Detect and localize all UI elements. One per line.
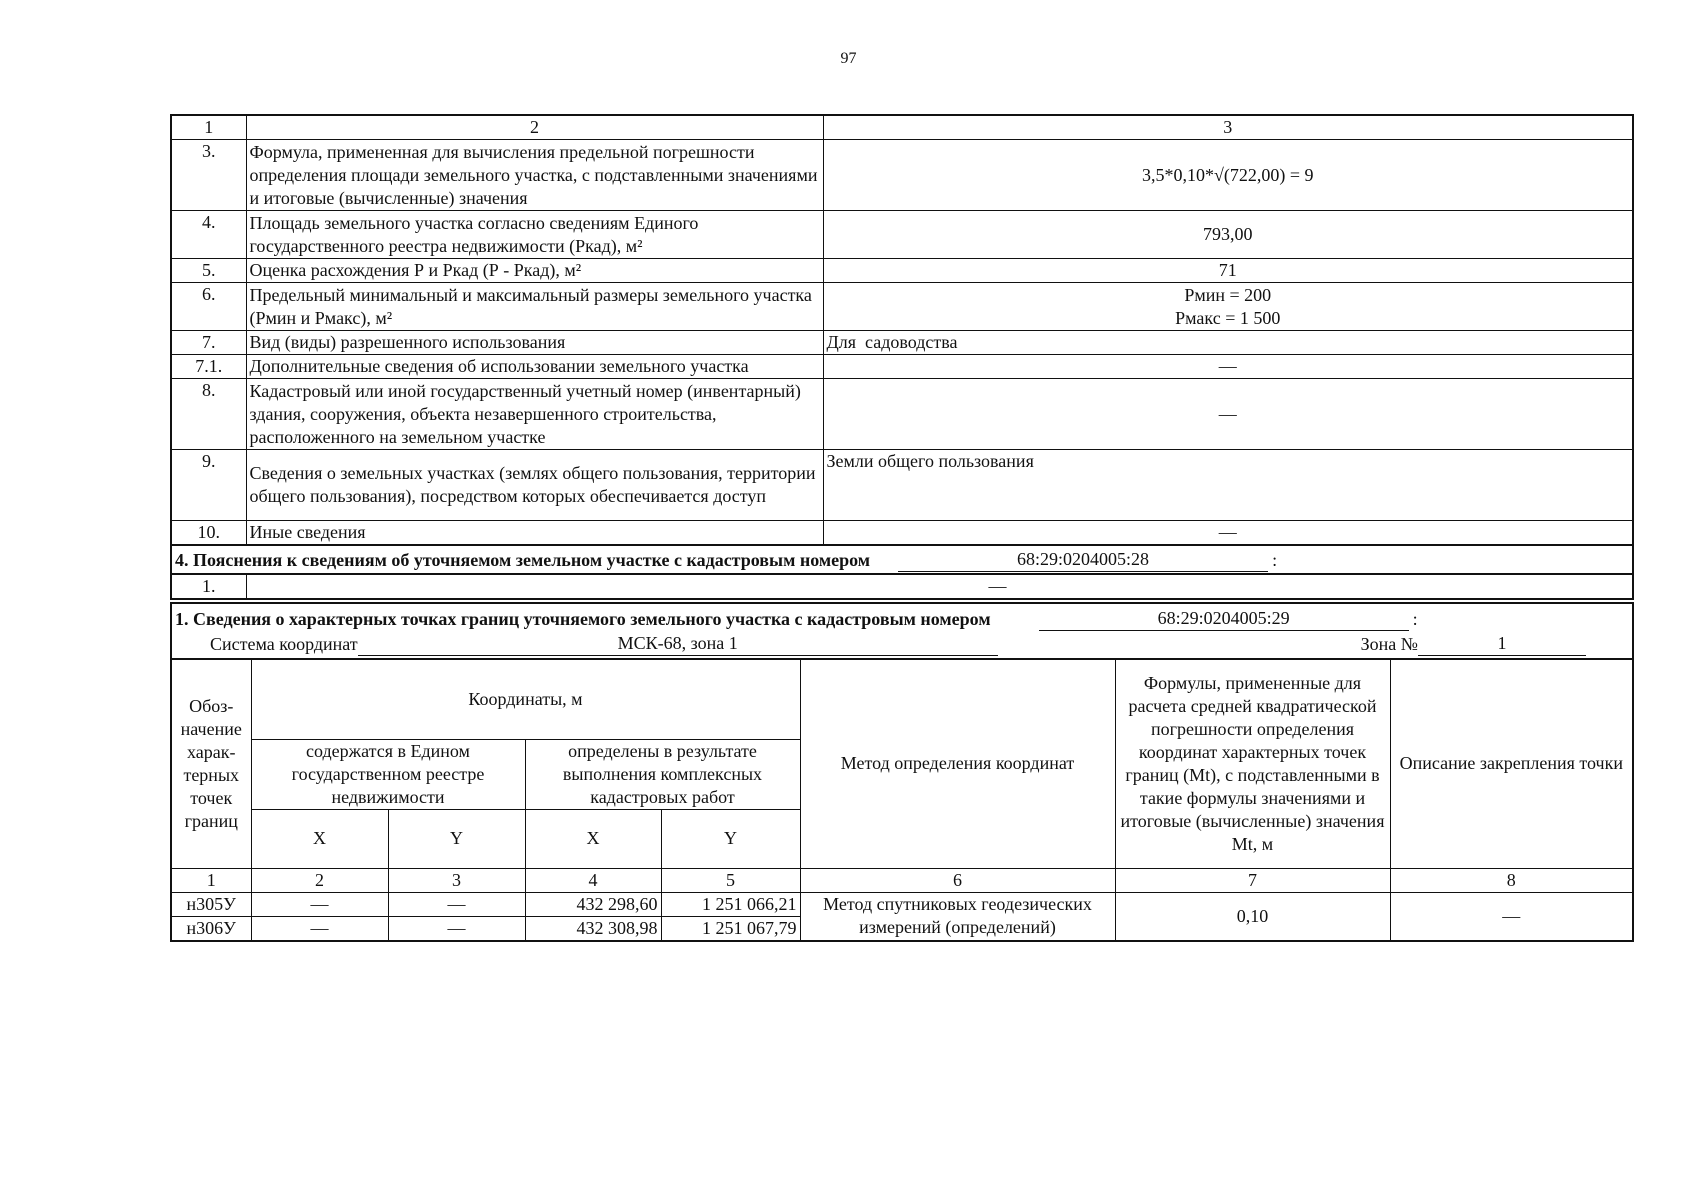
row-description: Площадь земельного участка согласно сведениям Единого государственного реестра недвижимости (Ркад), м² — [246, 211, 823, 259]
row-description: Кадастровый или иной государственный учетный номер (инвентарный) здания, сооружения, объекта незавершенного строительства, расположенного на земельном участке — [246, 379, 823, 450]
table-row — [171, 331, 1633, 355]
row-number: 6. — [171, 283, 246, 331]
y-value: 1 251 067,79 — [661, 916, 800, 941]
col-number-4: 4 — [525, 868, 661, 892]
egrn-y-value: — — [388, 892, 525, 916]
table-row — [171, 892, 1633, 916]
row-description: Дополнительные сведения об использовании земельного участка — [246, 355, 823, 379]
col-number-1: 1 — [171, 868, 251, 892]
egrn-y-header: Y — [388, 809, 525, 868]
max-size-value: Рмакс = 1 500 — [1175, 307, 1281, 328]
row-value: 793,00 — [823, 211, 1633, 259]
y-value: 1 251 066,21 — [661, 892, 800, 916]
egrn-x-value: — — [251, 892, 388, 916]
table-row — [171, 521, 1633, 546]
coordinates-header: Координаты, м — [251, 659, 800, 739]
col-number-8: 8 — [1390, 868, 1633, 892]
col-number-2: 2 — [246, 115, 823, 140]
egrn-coords-header: содержатся в Едином государственном реестре недвижимости — [251, 739, 525, 809]
page-number: 97 — [840, 50, 857, 67]
row-description: Предельный минимальный и максимальный размеры земельного участка (Рмин и Рмакс), м² — [246, 283, 823, 331]
row-description: Сведения о земельных участках (землях общего пользования, территории общего пользования), посредством которых обеспечивается доступ — [246, 450, 823, 521]
table-row — [171, 211, 1633, 259]
section-4-colon: : — [1272, 549, 1278, 570]
boundary-points-table — [170, 602, 1634, 942]
table-title-row — [171, 603, 1633, 659]
x-value: 432 308,98 — [525, 916, 661, 941]
row-value: 3,5*0,10*√(722,00) = 9 — [823, 140, 1633, 211]
table-row — [171, 140, 1633, 211]
table-title-block — [171, 603, 1633, 659]
fixation-description-value: — — [1390, 892, 1633, 941]
zone-label: Зона № — [1360, 633, 1418, 654]
table-row — [171, 355, 1633, 379]
table-title: 1. Сведения о характерных точках границ уточняемого земельного участка с кадастровым номером — [175, 608, 991, 629]
col-number-7: 7 — [1115, 868, 1390, 892]
title-colon: : — [1412, 608, 1418, 629]
table-row — [171, 283, 1633, 331]
row-number: 10. — [171, 521, 246, 546]
col-number-6: 6 — [800, 868, 1115, 892]
row-number: 4. — [171, 211, 246, 259]
method-header: Метод определения координат — [800, 659, 1115, 868]
complex-x-header: X — [525, 809, 661, 868]
column-number-row — [171, 115, 1633, 140]
table-row — [171, 259, 1633, 283]
row-description: Вид (виды) разрешенного использования — [246, 331, 823, 355]
point-designation-header: Обоз-начение харак-терных точек границ — [171, 659, 251, 868]
coord-system-value: МСК-68, зона 1 — [358, 632, 998, 656]
col-number-3: 3 — [388, 868, 525, 892]
table-row — [171, 574, 1633, 599]
complex-y-header: Y — [661, 809, 800, 868]
row-description: Формула, примененная для вычисления предельной погрешности определения площади земельного участка, с подставленными значениями и итоговые (вычисленные) значения — [246, 140, 823, 211]
row-value: — — [823, 355, 1633, 379]
point-name: н305У — [171, 892, 251, 916]
row-value: Земли общего пользования — [823, 450, 1633, 521]
row-value: 71 — [823, 259, 1633, 283]
section-4-row-value: — — [988, 576, 1007, 596]
section-4-header-row — [171, 545, 1633, 574]
row-number: 7. — [171, 331, 246, 355]
mt-value: 0,10 — [1115, 892, 1390, 941]
row-number: 8. — [171, 379, 246, 450]
section-4-title: 4. Пояснения к сведениям об уточняемом земельном участке с кадастровым номером — [175, 549, 871, 570]
col-number-3: 3 — [823, 115, 1633, 140]
header-row-1 — [171, 659, 1633, 739]
formula-header: Формулы, примененные для расчета средней квадратической погрешности определения координат характерных точек границ (Mt), с подставленными в такие формулы значениями и итоговые (вычисленные) значения Mt, м — [1115, 659, 1390, 868]
row-description: Оценка расхождения Р и Ркад (Р - Ркад), м² — [246, 259, 823, 283]
row-number: 7.1. — [171, 355, 246, 379]
fixation-description-header: Описание закрепления точки — [1390, 659, 1633, 868]
zone-value: 1 — [1418, 632, 1586, 656]
row-number: 1. — [171, 574, 246, 599]
row-value: Для садоводства — [823, 331, 1633, 355]
egrn-x-value: — — [251, 916, 388, 941]
min-size-value: Рмин = 200 — [1184, 284, 1272, 305]
row-number: 3. — [171, 140, 246, 211]
col-number-5: 5 — [661, 868, 800, 892]
row-number: 5. — [171, 259, 246, 283]
col-number-2: 2 — [251, 868, 388, 892]
title-cadastral-number: 68:29:0204005:29 — [1039, 607, 1409, 631]
column-number-row — [171, 868, 1633, 892]
row-value — [246, 574, 1633, 599]
row-value — [823, 283, 1633, 331]
method-value: Метод спутниковых геодезических измерений (определений) — [800, 892, 1115, 941]
row-value: — — [823, 379, 1633, 450]
row-number: 9. — [171, 450, 246, 521]
table-row — [171, 450, 1633, 521]
point-name: н306У — [171, 916, 251, 941]
egrn-x-header: X — [251, 809, 388, 868]
row-value: — — [823, 521, 1633, 546]
area-info-table — [170, 114, 1634, 600]
row-description: Иные сведения — [246, 521, 823, 546]
egrn-y-value: — — [388, 916, 525, 941]
col-number-1: 1 — [171, 115, 246, 140]
table-row — [171, 379, 1633, 450]
section-4-cadastral-number: 68:29:0204005:28 — [898, 548, 1268, 572]
section-4-header — [171, 545, 1633, 574]
coord-system-label: Система координат — [210, 633, 358, 654]
x-value: 432 298,60 — [525, 892, 661, 916]
complex-works-coords-header: определены в результате выполнения комплексных кадастровых работ — [525, 739, 800, 809]
